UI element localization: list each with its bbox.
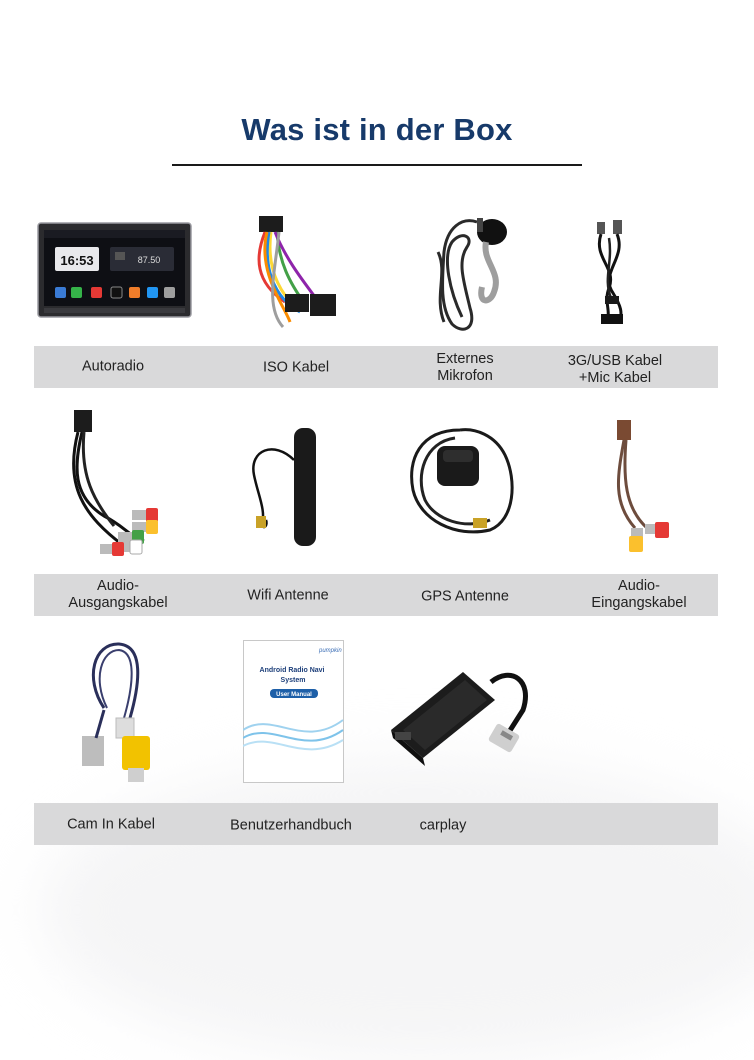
- svg-text:User Manual: User Manual: [276, 692, 312, 698]
- radio-frequency: 87.50: [137, 255, 161, 265]
- title-underline: [172, 164, 582, 166]
- carplay-dongle-icon: [383, 660, 543, 770]
- wifi-antenna-icon: [244, 420, 324, 555]
- item-label-usb-cable: 3G/USB Kabel +Mic Kabel: [567, 353, 663, 386]
- head-unit-icon: [37, 222, 193, 318]
- audio-out-cable-icon: [54, 406, 174, 566]
- radio-clock: 16:53: [60, 253, 94, 268]
- item-label-audio-out: Audio- Ausgangskabel: [68, 578, 168, 611]
- svg-text:Android Radio Navi Syste: Android Radio Navi System: [259, 667, 325, 684]
- svg-text:pumpkin: pumpkin: [319, 648, 342, 654]
- page-title: Was ist in der Box: [241, 112, 513, 147]
- item-label-iso-cable: ISO Kabel: [262, 359, 330, 376]
- microphone-icon: [422, 212, 522, 337]
- camera-cable-icon: [74, 638, 164, 788]
- manual-icon: [243, 640, 344, 783]
- usb-cable-icon: [583, 218, 643, 328]
- audio-in-cable-icon: [595, 418, 675, 558]
- item-label-wifi-antenna: Wifi Antenne: [247, 587, 329, 604]
- item-label-manual: Benutzerhandbuch: [230, 817, 352, 834]
- item-label-gps-antenna: GPS Antenne: [421, 588, 509, 605]
- item-label-carplay: carplay: [419, 817, 467, 834]
- item-label-camera-cable: Cam In Kabel: [67, 816, 155, 833]
- item-label-audio-in: Audio- Eingangskabel: [591, 578, 687, 611]
- item-label-microphone: Externes Mikrofon: [436, 351, 494, 384]
- gps-antenna-icon: [405, 420, 520, 545]
- item-label-autoradio: Autoradio: [81, 358, 145, 375]
- iso-cable-icon: [245, 212, 345, 337]
